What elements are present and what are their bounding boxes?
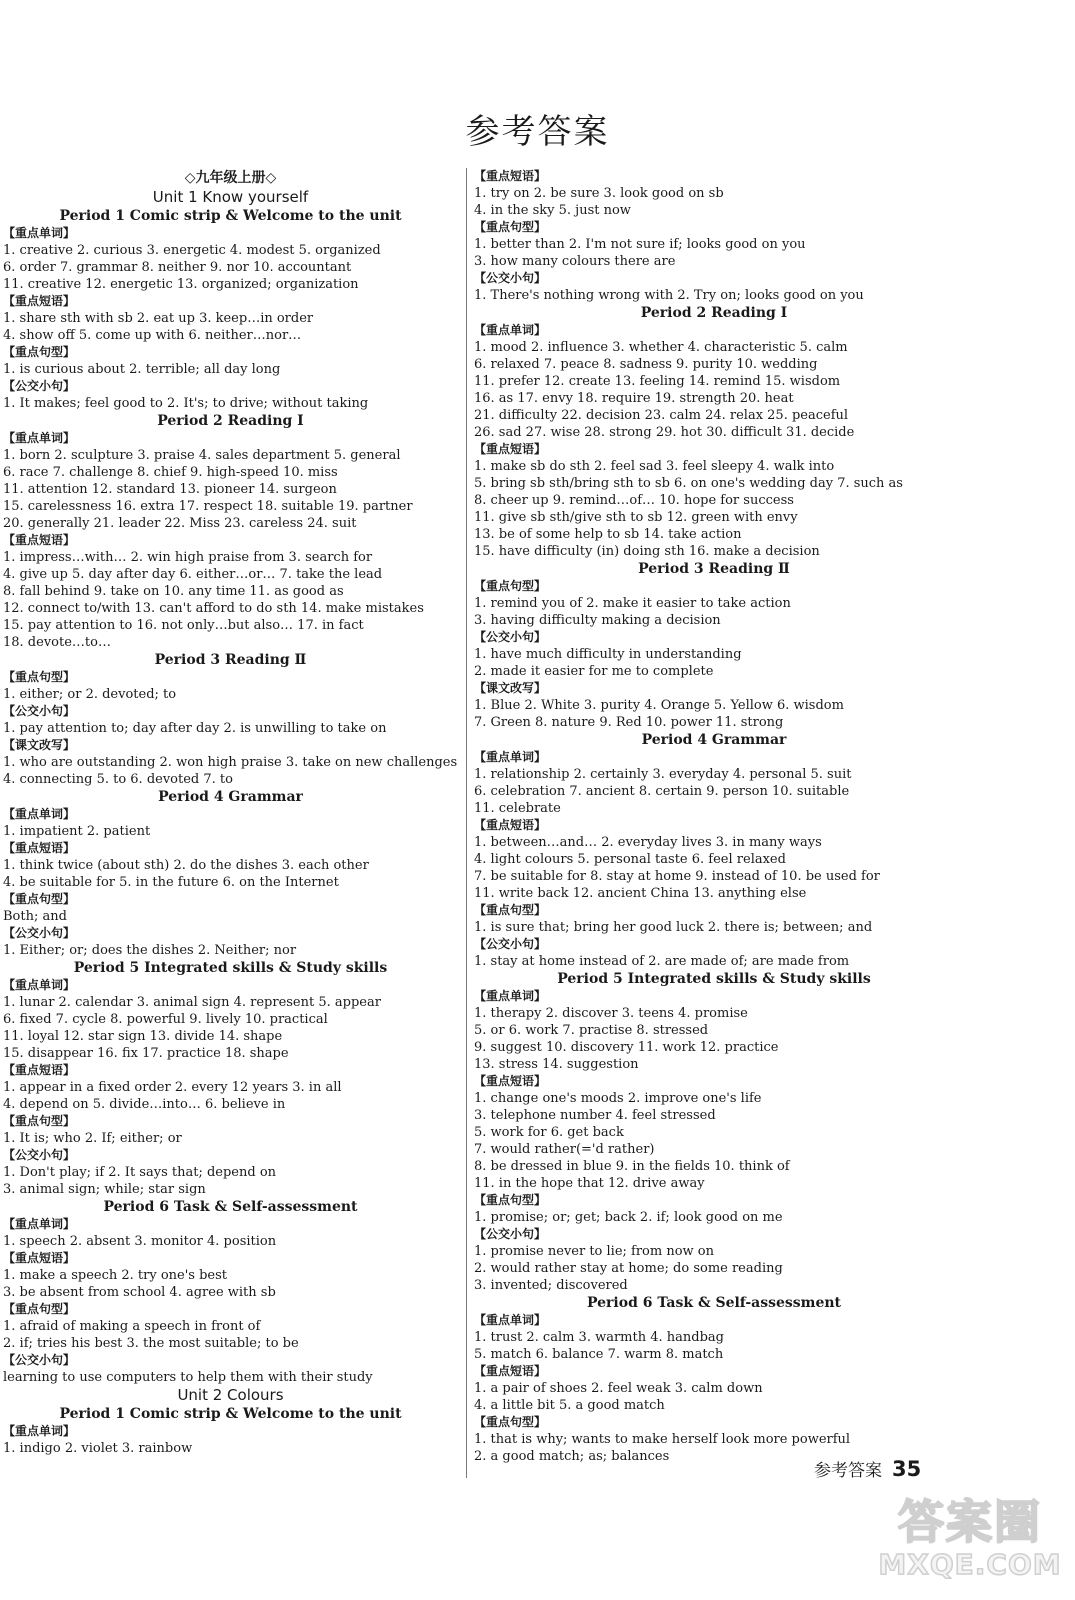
right-section-label: 【重点短语】 [474, 818, 547, 832]
left-answer-line: 1. indigo 2. violet 3. rainbow [3, 1441, 193, 1456]
right-section-label: 【重点单词】 [474, 989, 547, 1003]
left-period-heading: Period 4 Grammar [158, 789, 303, 805]
left-answer-line: 1. impatient 2. patient [3, 824, 151, 839]
watermark-logo [870, 1478, 1070, 1600]
right-answer-line: 1. is sure that; bring her good luck 2. there is; between; and [474, 920, 873, 935]
right-answer-column [474, 168, 954, 1465]
right-answer-line: 5. match 6. balance 7. warm 8. match [474, 1347, 724, 1362]
right-answer-line: 16. as 17. envy 18. require 19. strength 20. heat [474, 391, 794, 406]
left-section-label: 【重点短语】 [3, 841, 76, 855]
left-section-label: 【重点短语】 [3, 1251, 76, 1265]
page-number: 35 [892, 1457, 922, 1481]
right-answer-line: 2. a good match; as; balances [474, 1449, 670, 1464]
right-answer-line: 2. made it easier for me to complete [474, 664, 714, 679]
left-answer-line: 8. fall behind 9. take on 10. any time 11. as good as [3, 584, 344, 599]
right-answer-line: 7. Green 8. nature 9. Red 10. power 11. strong [474, 715, 784, 730]
right-answer-line: 1. mood 2. influence 3. whether 4. characteristic 5. calm [474, 340, 848, 355]
right-section-label: 【公交小句】 [474, 937, 547, 951]
left-answer-line: 1. impress…with… 2. win high praise from 3. search for [3, 550, 373, 565]
right-answer-line: 1. that is why; wants to make herself look more powerful [474, 1432, 851, 1447]
left-section-label: 【重点单词】 [3, 431, 76, 445]
right-answer-line: 6. relaxed 7. peace 8. sadness 9. purity 10. wedding [474, 357, 818, 372]
left-answer-line: 3. be absent from school 4. agree with sb [3, 1285, 276, 1300]
right-section-label: 【重点短语】 [474, 442, 547, 456]
left-section-label: 【重点单词】 [3, 978, 76, 992]
right-answer-line: 9. suggest 10. discovery 11. work 12. practice [474, 1040, 779, 1055]
left-section-label: 【重点句型】 [3, 670, 76, 684]
right-answer-line: 4. in the sky 5. just now [474, 203, 631, 218]
left-answer-line: 18. devote…to… [3, 635, 111, 650]
left-answer-line: 1. It makes; feel good to 2. It's; to drive; without taking [3, 396, 369, 411]
right-section-label: 【课文改写】 [474, 681, 547, 695]
watermark-logo-top: 答案圈 [898, 1495, 1042, 1549]
left-answer-line: 1. who are outstanding 2. won high praise 3. take on new challenges [3, 755, 458, 770]
right-section-label: 【重点句型】 [474, 579, 547, 593]
right-section-label: 【重点单词】 [474, 323, 547, 337]
page-title: 参考答案 [465, 112, 610, 152]
right-answer-line: 1. relationship 2. certainly 3. everyday 4. personal 5. suit [474, 767, 852, 782]
right-section-label: 【公交小句】 [474, 630, 547, 644]
left-answer-line: 11. creative 12. energetic 13. organized; organization [3, 277, 359, 292]
right-answer-line: 1. therapy 2. discover 3. teens 4. promise [474, 1006, 748, 1021]
left-answer-line: 1. lunar 2. calendar 3. animal sign 4. represent 5. appear [3, 995, 381, 1010]
right-section-label: 【重点短语】 [474, 1074, 547, 1088]
left-section-label: 【公交小句】 [3, 704, 76, 718]
right-answer-line: 1. There's nothing wrong with 2. Try on; looks good on you [474, 288, 864, 303]
footer-label: 参考答案 [814, 1461, 882, 1481]
right-answer-line: 21. difficulty 22. decision 23. calm 24. relax 25. peaceful [474, 408, 849, 423]
left-answer-line: 1. born 2. sculpture 3. praise 4. sales department 5. general [3, 448, 401, 463]
left-section-label: 【课文改写】 [3, 738, 76, 752]
left-period-heading: Period 5 Integrated skills & Study skills [73, 960, 388, 976]
left-answer-line: 15. carelessness 16. extra 17. respect 18. suitable 19. partner [3, 499, 413, 514]
right-section-label: 【重点单词】 [474, 1313, 547, 1327]
left-answer-line: 1. creative 2. curious 3. energetic 4. modest 5. organized [3, 243, 381, 258]
right-answer-line: 8. be dressed in blue 9. in the fields 10. think of [474, 1159, 790, 1174]
left-answer-line: 1. pay attention to; day after day 2. is unwilling to take on [3, 721, 387, 736]
right-answer-line: 11. give sb sth/give sth to sb 12. green with envy [474, 510, 798, 525]
right-answer-line: 1. have much difficulty in understanding [474, 647, 742, 662]
right-answer-line: 11. write back 12. ancient China 13. anything else [474, 886, 807, 901]
right-answer-line: 6. celebration 7. ancient 8. certain 9. person 10. suitable [474, 784, 850, 799]
right-answer-line: 1. between…and… 2. everyday lives 3. in many ways [474, 835, 822, 850]
left-section-label: 【重点短语】 [3, 533, 76, 547]
left-answer-line: 12. connect to/with 13. can't afford to do sth 14. make mistakes [3, 601, 424, 616]
left-answer-line: 1. either; or 2. devoted; to [3, 687, 177, 702]
left-answer-line: 1. speech 2. absent 3. monitor 4. position [3, 1234, 277, 1249]
right-answer-line: 7. would rather(='d rather) [474, 1142, 655, 1157]
right-answer-line: 1. trust 2. calm 3. warmth 4. handbag [474, 1330, 724, 1345]
right-section-label: 【重点句型】 [474, 1193, 547, 1207]
right-period-heading: Period 6 Task & Self-assessment [586, 1295, 842, 1311]
left-answer-line: 11. attention 12. standard 13. pioneer 14. surgeon [3, 482, 337, 497]
left-section-label: 【重点单词】 [3, 807, 76, 821]
left-answer-line: 15. disappear 16. fix 17. practice 18. shape [3, 1046, 289, 1061]
right-answer-line: 7. be suitable for 8. stay at home 9. instead of 10. be used for [474, 869, 880, 884]
left-section-label: 【公交小句】 [3, 379, 76, 393]
left-answer-line: 4. show off 5. come up with 6. neither…nor… [3, 328, 302, 343]
left-answer-line: 1. Don't play; if 2. It says that; depend on [3, 1165, 277, 1180]
right-answer-line: 1. better than 2. I'm not sure if; looks good on you [474, 237, 806, 252]
left-answer-line: 2. if; tries his best 3. the most suitable; to be [3, 1336, 299, 1351]
left-section-label: 【重点短语】 [3, 1063, 76, 1077]
right-period-heading: Period 5 Integrated skills & Study skills [557, 971, 871, 987]
left-section-label: 【重点句型】 [3, 892, 76, 906]
left-period-heading: Period 2 Reading Ⅰ [157, 413, 304, 429]
right-answer-line: 4. light colours 5. personal taste 6. feel relaxed [474, 852, 786, 867]
left-answer-line: 1. It is; who 2. If; either; or [3, 1131, 182, 1146]
left-answer-line: 1. think twice (about sth) 2. do the dishes 3. each other [3, 858, 369, 873]
left-answer-line: 1. share sth with sb 2. eat up 3. keep…in order [3, 311, 314, 326]
left-answer-line: 3. animal sign; while; star sign [3, 1182, 206, 1197]
right-period-heading: Period 3 Reading Ⅱ [638, 561, 790, 577]
left-answer-line: 15. pay attention to 16. not only…but also… 17. in fact [3, 618, 364, 633]
right-answer-line: 1. Blue 2. White 3. purity 4. Orange 5. Yellow 6. wisdom [474, 698, 844, 713]
right-answer-line: 1. remind you of 2. make it easier to take action [474, 596, 791, 611]
right-answer-line: 1. stay at home instead of 2. are made of; are made from [474, 954, 850, 969]
left-answer-line: 4. be suitable for 5. in the future 6. on the Internet [3, 875, 339, 890]
right-answer-line: 3. having difficulty making a decision [474, 613, 721, 628]
right-answer-line: 3. how many colours there are [474, 254, 676, 269]
left-period-heading: Period 3 Reading Ⅱ [154, 652, 307, 668]
left-answer-line: 4. connecting 5. to 6. devoted 7. to [3, 772, 233, 787]
left-section-label: 【重点句型】 [3, 345, 76, 359]
right-period-heading: Period 2 Reading Ⅰ [640, 305, 788, 321]
right-section-label: 【重点短语】 [474, 169, 547, 183]
left-answer-line: 1. make a speech 2. try one's best [3, 1268, 227, 1283]
right-answer-line: 11. in the hope that 12. drive away [474, 1176, 705, 1191]
right-section-label: 【重点句型】 [474, 220, 547, 234]
right-answer-line: 4. a little bit 5. a good match [474, 1398, 665, 1413]
watermark-logo-bottom: MXQE.COM [878, 1548, 1062, 1581]
right-answer-line: 26. sad 27. wise 28. strong 29. hot 30. difficult 31. decide [474, 425, 855, 440]
right-answer-line: 11. celebrate [474, 801, 561, 816]
right-answer-line: 5. bring sb sth/bring sth to sb 6. on one's wedding day 7. such as [474, 476, 903, 491]
left-period-heading: Period 6 Task & Self-assessment [103, 1199, 358, 1215]
left-answer-line: 4. depend on 5. divide…into… 6. believe in [3, 1097, 286, 1112]
right-section-label: 【重点句型】 [474, 903, 547, 917]
left-answer-line: 6. order 7. grammar 8. neither 9. nor 10. accountant [3, 260, 352, 275]
right-section-label: 【重点句型】 [474, 1415, 547, 1429]
right-answer-line: 11. prefer 12. create 13. feeling 14. remind 15. wisdom [474, 374, 841, 389]
left-section-label: 【公交小句】 [3, 926, 76, 940]
left-answer-line: 6. fixed 7. cycle 8. powerful 9. lively 10. practical [3, 1012, 328, 1027]
left-unit-heading: Unit 2 Colours [177, 1386, 284, 1404]
left-answer-line: 11. loyal 12. star sign 13. divide 14. shape [3, 1029, 283, 1044]
right-section-label: 【重点单词】 [474, 750, 547, 764]
right-answer-line: 8. cheer up 9. remind…of… 10. hope for success [474, 493, 794, 508]
right-answer-line: 1. try on 2. be sure 3. look good on sb [474, 186, 724, 201]
right-answer-line: 1. promise never to lie; from now on [474, 1244, 715, 1259]
left-section-label: 【重点单词】 [3, 1424, 76, 1438]
left-answer-line: 4. give up 5. day after day 6. either…or… 7. take the lead [3, 567, 383, 582]
left-section-label: 【公交小句】 [3, 1353, 76, 1367]
right-answer-line: 5. or 6. work 7. practise 8. stressed [474, 1023, 709, 1038]
left-answer-column [3, 168, 458, 1457]
right-answer-line: 1. promise; or; get; back 2. if; look good on me [474, 1210, 783, 1225]
left-section-label: 【重点单词】 [3, 1217, 76, 1231]
column-divider [466, 168, 467, 1478]
left-answer-line: Both; and [3, 909, 67, 924]
right-answer-line: 3. telephone number 4. feel stressed [474, 1108, 716, 1123]
left-answer-line: 1. is curious about 2. terrible; all day long [3, 362, 281, 377]
right-answer-line: 1. change one's moods 2. improve one's life [474, 1091, 762, 1106]
left-grade-heading: ◇九年级上册◇ [184, 170, 277, 186]
right-answer-line: 1. make sb do sth 2. feel sad 3. feel sleepy 4. walk into [474, 459, 835, 474]
left-answer-line: 1. Either; or; does the dishes 2. Neither; nor [3, 943, 297, 958]
left-answer-line: 6. race 7. challenge 8. chief 9. high-speed 10. miss [3, 465, 338, 480]
right-answer-line: 5. work for 6. get back [474, 1125, 624, 1140]
right-answer-line: 2. would rather stay at home; do some reading [474, 1261, 783, 1276]
left-answer-line: 1. afraid of making a speech in front of [3, 1319, 261, 1334]
right-section-label: 【公交小句】 [474, 1227, 547, 1241]
left-period-heading: Period 1 Comic strip & Welcome to the unit [59, 1406, 402, 1422]
right-answer-line: 13. be of some help to sb 14. take action [474, 527, 742, 542]
right-answer-line: 15. have difficulty (in) doing sth 16. make a decision [474, 544, 820, 559]
right-period-heading: Period 4 Grammar [641, 732, 787, 748]
right-answer-line: 13. stress 14. suggestion [474, 1057, 639, 1072]
left-answer-line: 1. appear in a fixed order 2. every 12 years 3. in all [3, 1080, 342, 1095]
left-answer-line: 20. generally 21. leader 22. Miss 23. careless 24. suit [3, 516, 357, 531]
left-section-label: 【重点句型】 [3, 1302, 76, 1316]
left-section-label: 【重点句型】 [3, 1114, 76, 1128]
left-period-heading: Period 1 Comic strip & Welcome to the unit [59, 208, 402, 224]
left-answer-line: learning to use computers to help them with their study [3, 1370, 373, 1385]
right-answer-line: 3. invented; discovered [474, 1278, 628, 1293]
right-section-label: 【重点短语】 [474, 1364, 547, 1378]
left-section-label: 【重点单词】 [3, 226, 76, 240]
left-unit-heading: Unit 1 Know yourself [152, 188, 309, 206]
left-section-label: 【重点短语】 [3, 294, 76, 308]
right-answer-line: 1. a pair of shoes 2. feel weak 3. calm down [474, 1381, 763, 1396]
right-section-label: 【公交小句】 [474, 271, 547, 285]
left-section-label: 【公交小句】 [3, 1148, 76, 1162]
